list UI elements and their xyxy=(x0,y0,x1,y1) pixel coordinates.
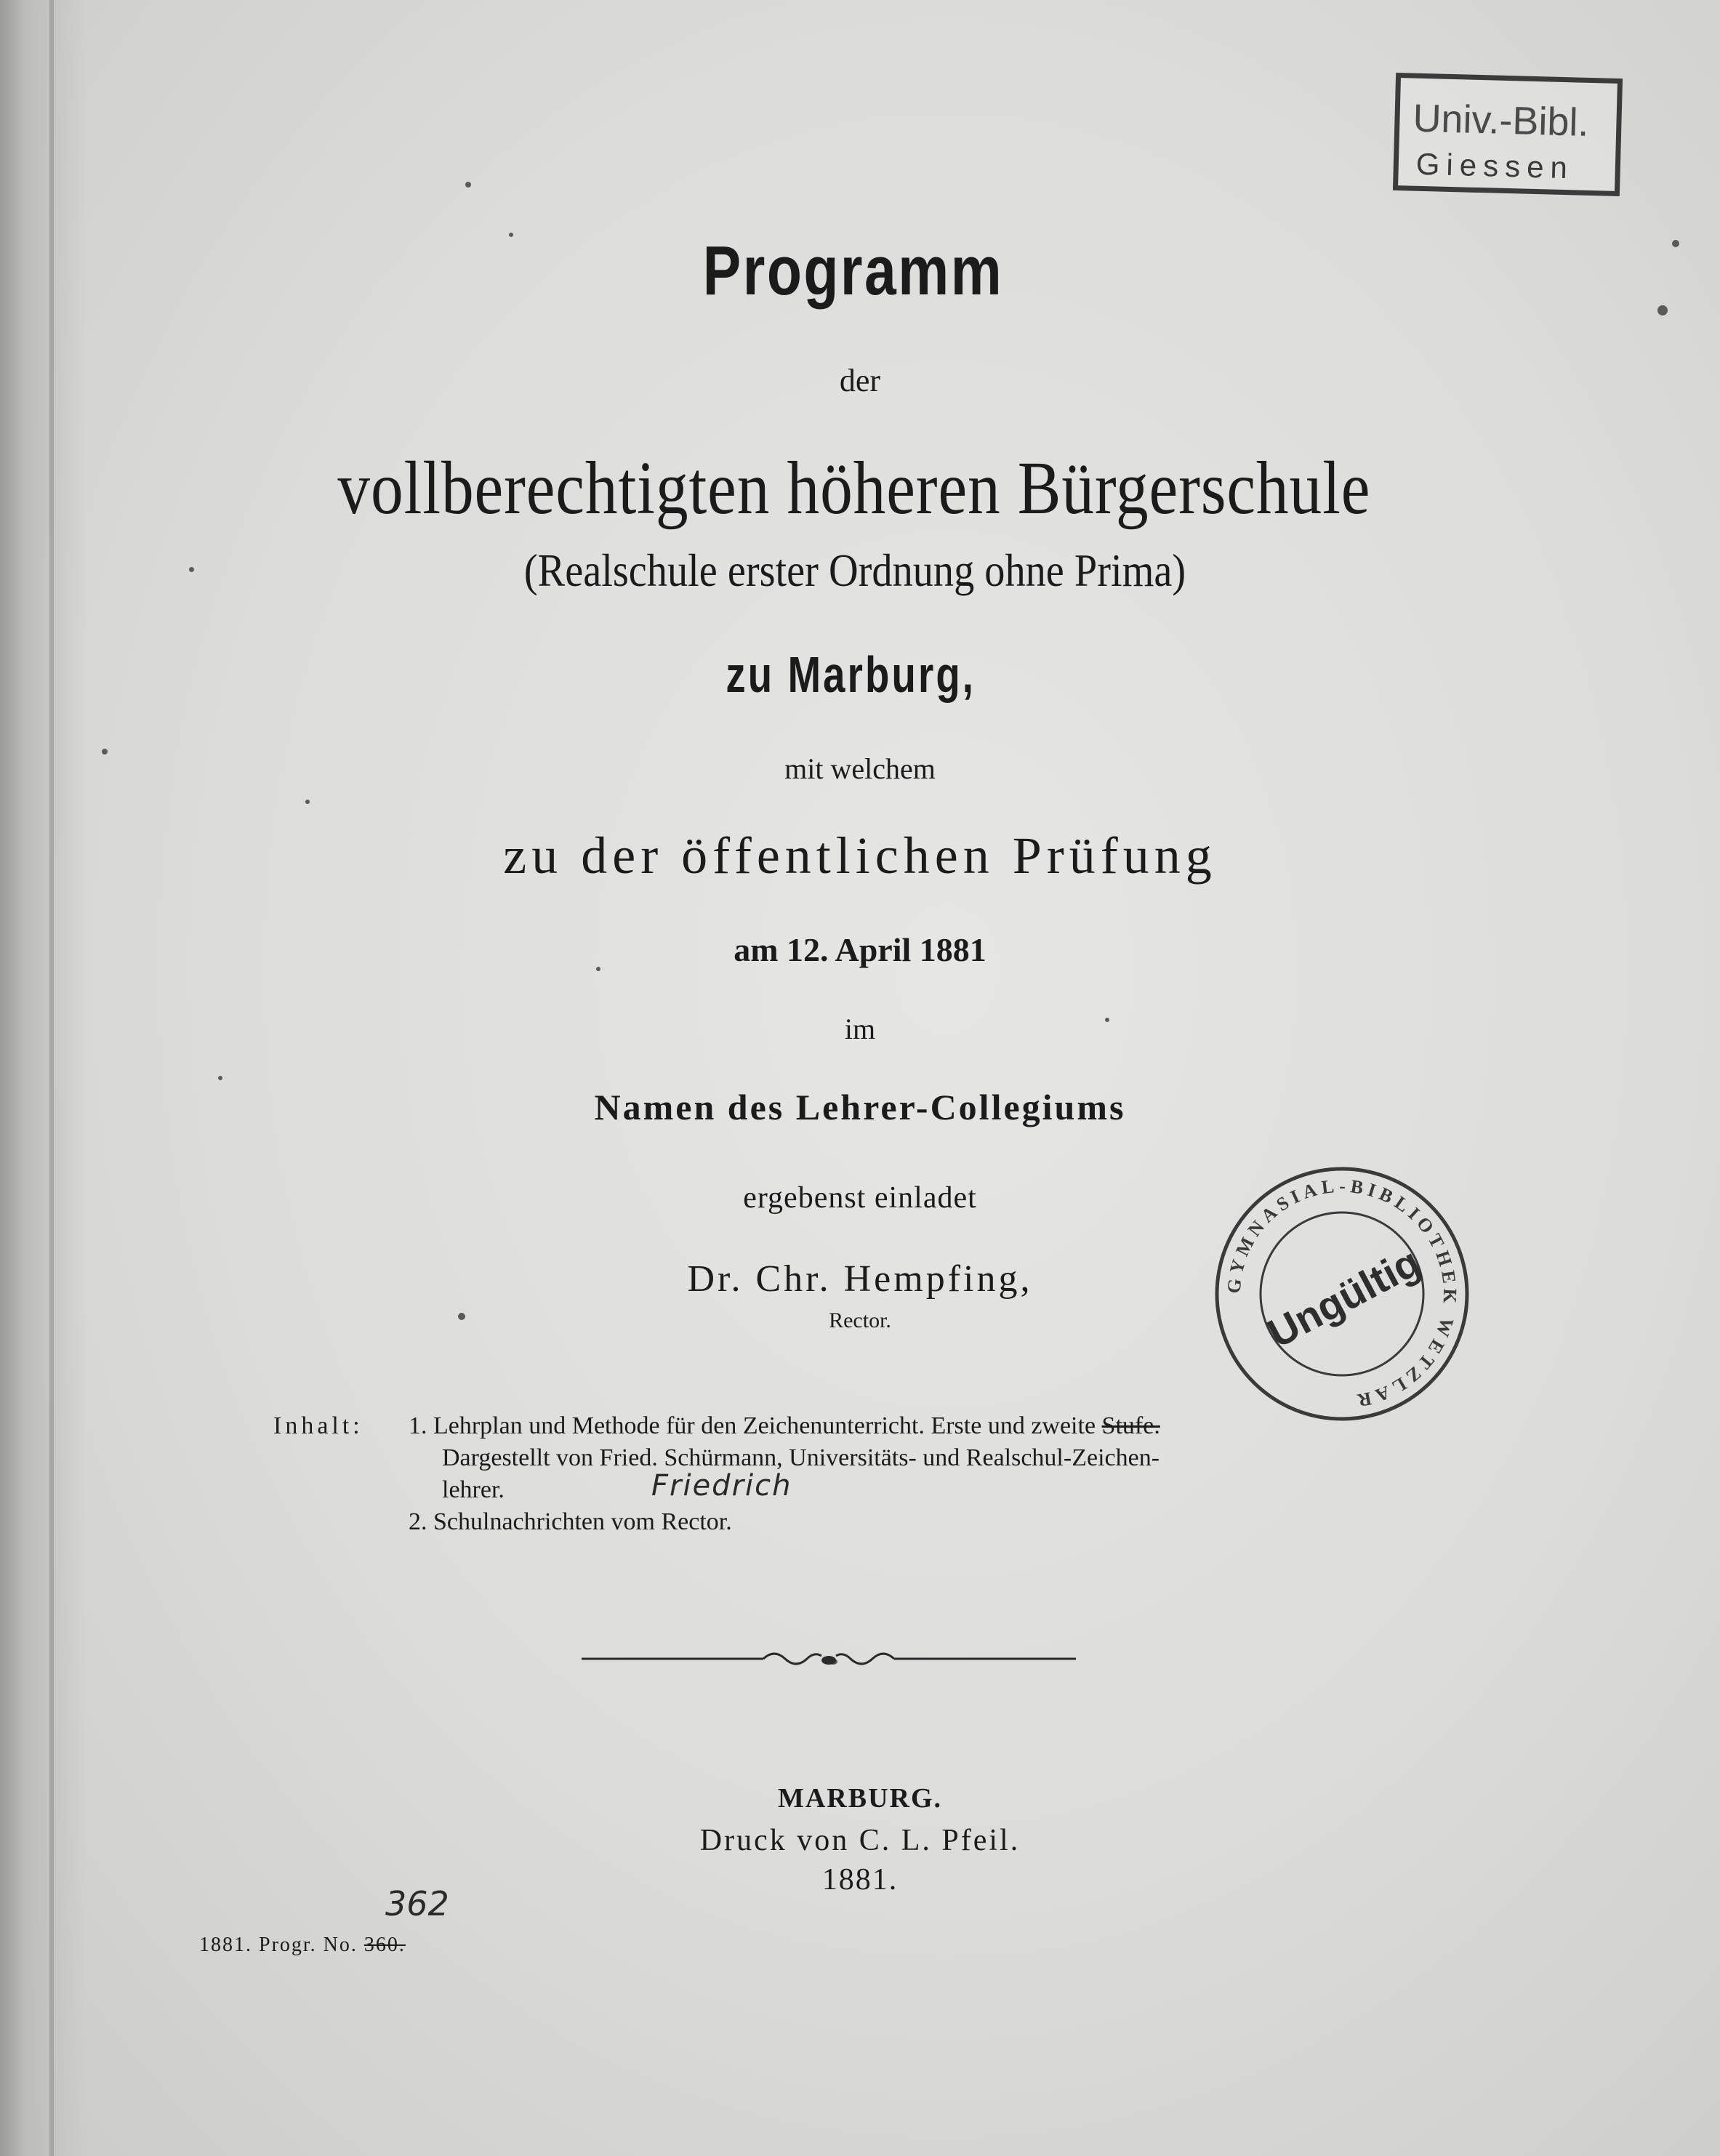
imprint-printer: Druck von C. L. Pfeil. xyxy=(699,1824,1021,1857)
ink-speck xyxy=(465,182,471,188)
exam-heading: zu der öffentlichen Prüfung xyxy=(503,826,1217,885)
faculty-line: Namen des Lehrer-Collegiums xyxy=(594,1087,1126,1127)
catalog-text: 1881. Progr. No. xyxy=(199,1934,358,1956)
school-subtitle: (Realschule erster Ordnung ohne Prima) xyxy=(523,544,1186,596)
invitation-welchem: mit welchem xyxy=(784,752,936,785)
contents-item-1-line2: Dargestellt von Fried. Schürmann, Universitäts- und Realschul-Zeichen- xyxy=(442,1444,1160,1471)
ink-speck xyxy=(1657,305,1668,315)
catalog-number-struck: 360. xyxy=(363,1934,406,1956)
contents-label: Inhalt: xyxy=(273,1412,363,1439)
round-stamp-overprint: Ungültig xyxy=(1260,1238,1428,1356)
round-library-stamp xyxy=(1211,1163,1473,1425)
exam-date: am 12. April 1881 xyxy=(734,931,986,968)
school-name: vollberechtigten höheren Bürgerschule xyxy=(337,446,1371,530)
handwritten-annotation: Friedrich xyxy=(651,1469,792,1503)
contents-item-1 xyxy=(409,1410,1160,1442)
contents-item-1-struck-word: Stufe. xyxy=(1101,1412,1160,1439)
invitation-im: im xyxy=(844,1013,876,1045)
library-stamp-line2: Giessen xyxy=(1415,146,1575,185)
round-stamp-text: GYMNASIAL-BIBLIOTHEK WETZLAR xyxy=(1223,1175,1461,1412)
city-line: zu Marburg, xyxy=(726,646,976,703)
author-role: Rector. xyxy=(829,1308,891,1332)
ink-speck xyxy=(218,1076,222,1080)
ink-speck xyxy=(305,800,310,804)
imprint-place: MARBURG. xyxy=(777,1783,943,1814)
ink-speck xyxy=(1672,240,1679,247)
catalog-handwritten-number: 362 xyxy=(385,1884,449,1923)
library-stamp xyxy=(1393,73,1623,196)
main-title: Programm xyxy=(702,232,1004,310)
contents-item-1-line3: lehrer. xyxy=(442,1476,505,1503)
catalog-number xyxy=(199,1934,406,1957)
imprint-year: 1881. xyxy=(821,1863,899,1896)
title-der: der xyxy=(839,363,881,398)
decorative-rule xyxy=(582,1644,1076,1673)
contents-item-1-line1: 1. Lehrplan und Methode für den Zeichenunterricht. Erste und zweite xyxy=(409,1412,1096,1439)
library-stamp-line1: Univ.-Bibl. xyxy=(1412,96,1590,145)
contents-item-2: 2. Schulnachrichten vom Rector. xyxy=(409,1508,732,1535)
author-name: Dr. Chr. Hempfing, xyxy=(687,1258,1033,1300)
invitation-einladet: ergebenst einladet xyxy=(743,1181,977,1215)
